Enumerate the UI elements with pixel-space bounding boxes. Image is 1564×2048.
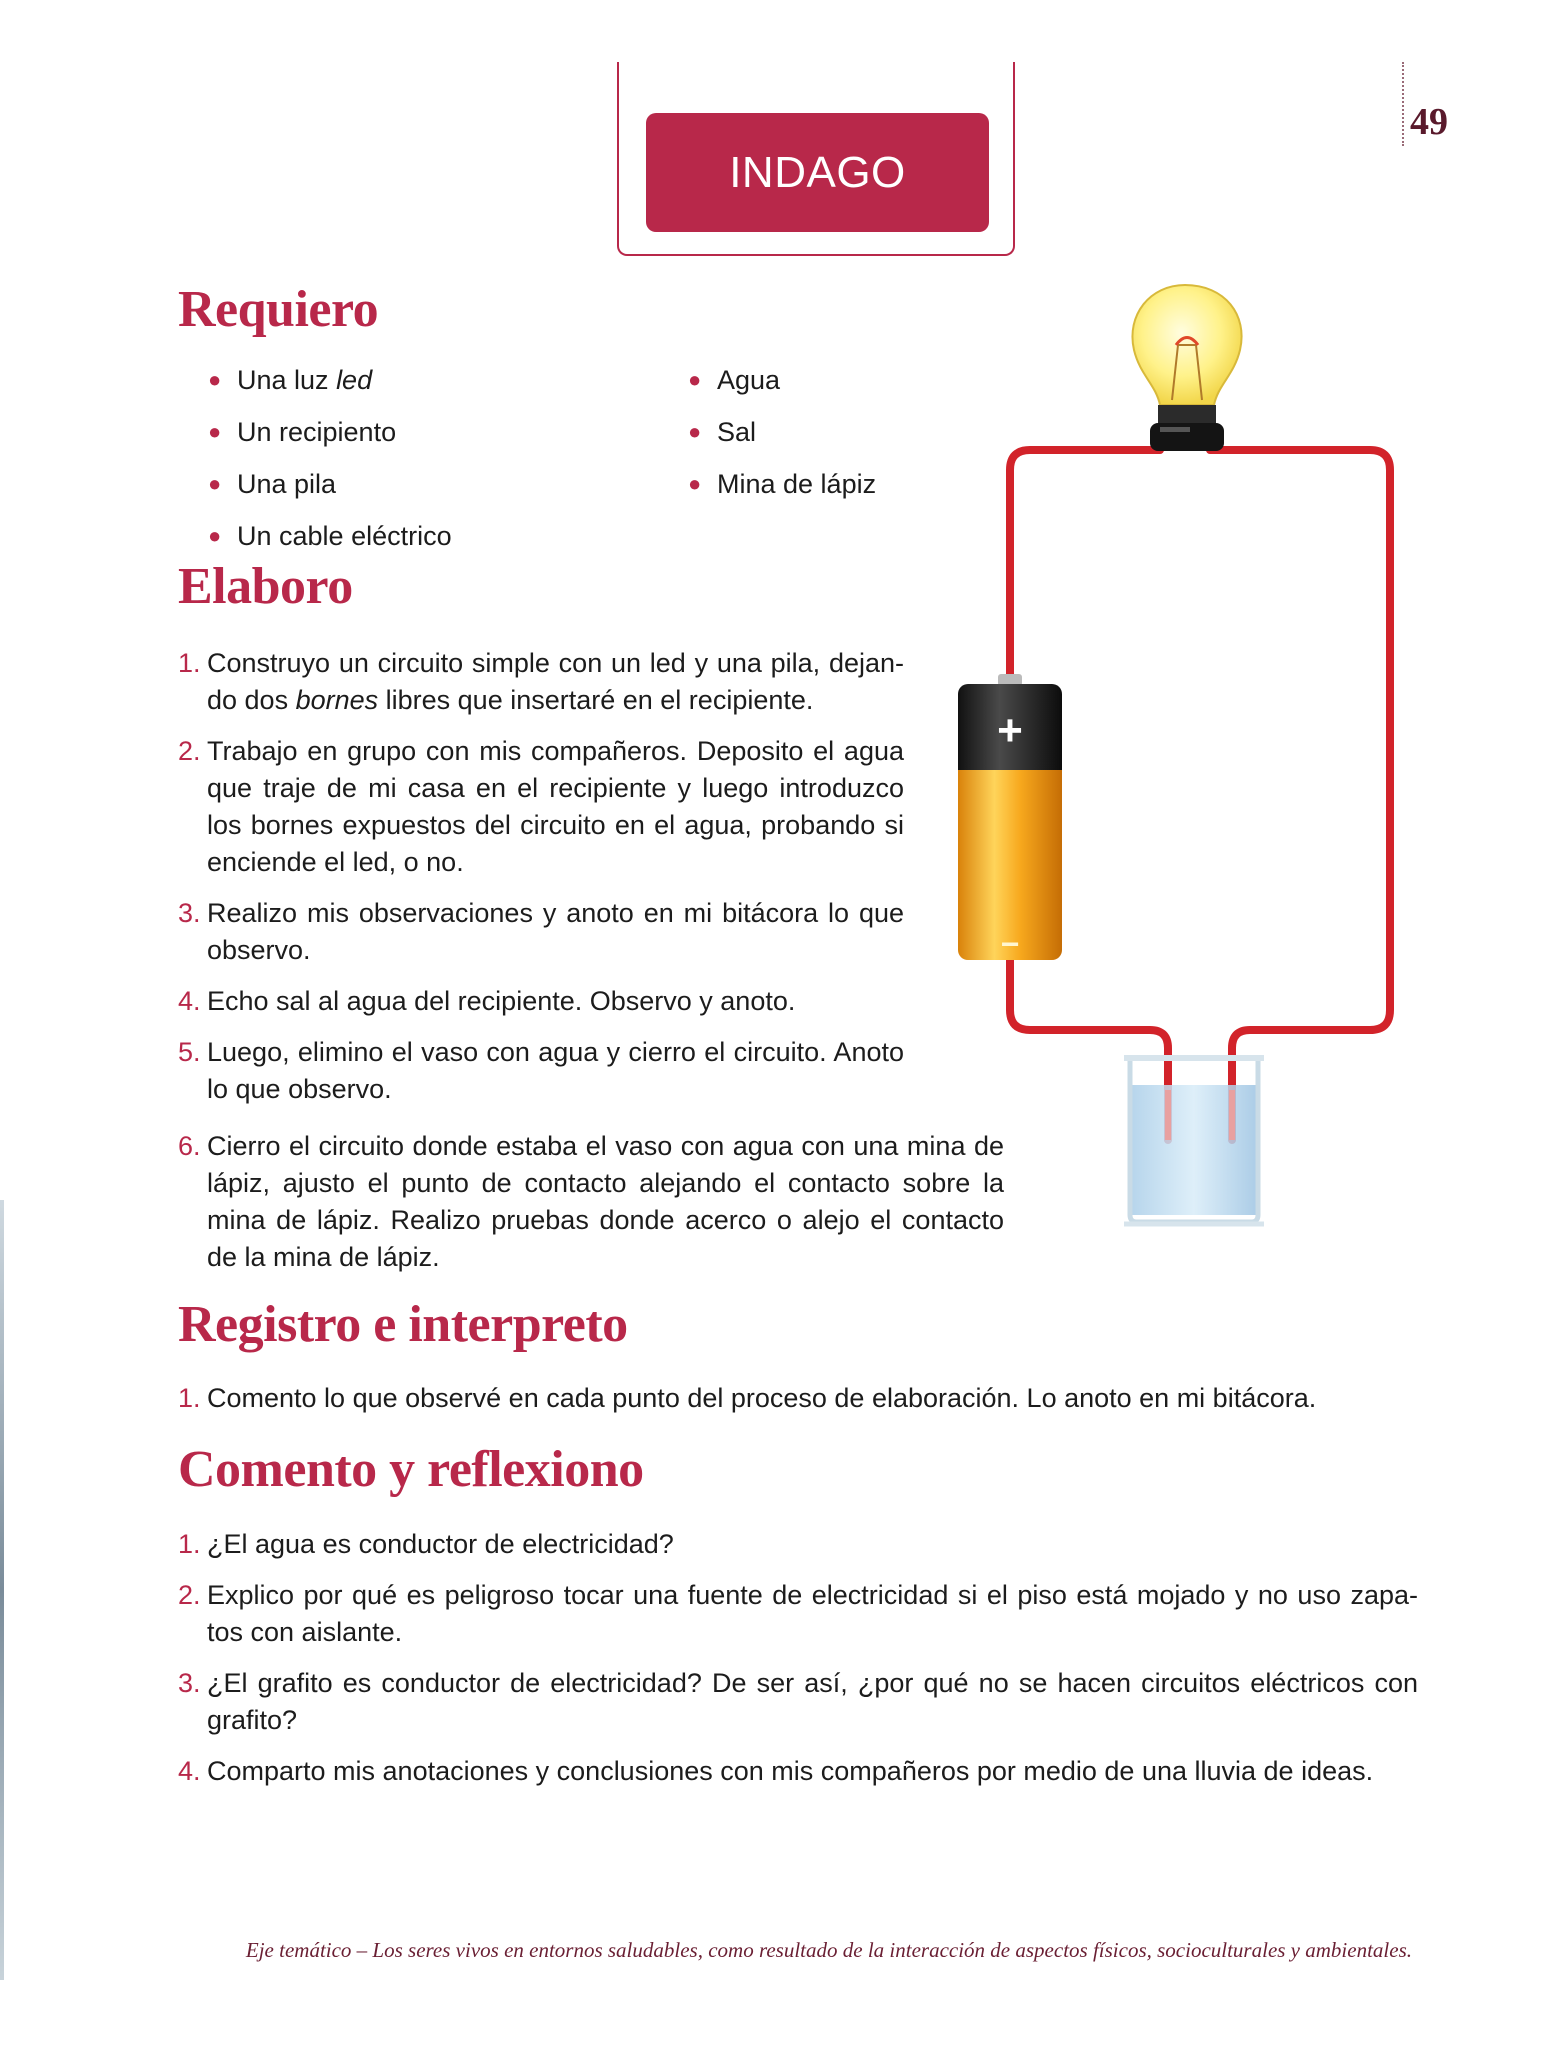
- step-number: 4.: [178, 986, 201, 1016]
- material-label: Agua: [717, 364, 781, 395]
- comento-steps: [178, 1526, 1418, 1790]
- page-number: 49: [1410, 101, 1448, 143]
- page-edge-strip: [0, 1200, 4, 1980]
- heading-registro: Registro e interpreto: [178, 1296, 628, 1353]
- step-number: 4.: [178, 1756, 201, 1786]
- list-item: ● Mina de lápiz: [688, 468, 877, 499]
- wire: [1010, 450, 1390, 1140]
- battery-icon: [958, 674, 1062, 962]
- step-text: Construyo un circuito simple con un led y una pila, dejan-do dos bornes libres que insertaré en el recipiente.: [207, 648, 904, 715]
- step-number: 3.: [178, 1668, 201, 1698]
- step-item: [178, 1526, 1418, 1563]
- list-item: ● Una pila: [208, 468, 337, 499]
- step-text: Realizo mis observaciones y anoto en mi bitácora lo que observo.: [207, 898, 904, 965]
- step-item: [178, 733, 904, 881]
- step-text: ¿El agua es conductor de electricidad?: [207, 1529, 674, 1559]
- step-text: Explico por qué es peligroso tocar una fuente de electricidad si el piso está mojado y no uso zapa-tos con aislante.: [207, 1580, 1418, 1647]
- step-number: 1.: [178, 648, 201, 678]
- page-number-rule: [1402, 62, 1404, 146]
- materials-list-1: [208, 354, 452, 562]
- material-label: Un recipiento: [237, 416, 397, 447]
- step-text: Comparto mis anotaciones y conclusiones con mis compañeros por medio de una lluvia de ideas.: [207, 1756, 1374, 1786]
- step-text: Comento lo que observé en cada punto del proceso de elaboración. Lo anoto en mi bitácora.: [207, 1383, 1317, 1413]
- step-text: ¿El grafito es conductor de electricidad? De ser así, ¿por qué no se hacen circuitos eléctricos con grafito?: [207, 1668, 1418, 1735]
- material-label: Una luz: [237, 364, 337, 395]
- material-label-italic: led: [336, 364, 373, 395]
- elaboro-steps: [178, 645, 1004, 1276]
- material-label: Un cable eléctrico: [237, 520, 452, 551]
- step-text: Trabajo en grupo con mis compañeros. Deposito el agua que traje de mi casa en el recipiente y luego introduzco los bornes expuestos del circuito en el agua, probando si enciende el led, o no.: [207, 736, 904, 877]
- heading-requiero: Requiero: [178, 281, 379, 338]
- list-item: ● Un recipiento: [208, 416, 397, 447]
- step-item: [178, 1034, 904, 1108]
- circuit-illustration: [940, 270, 1420, 1250]
- step-text: Cierro el circuito donde estaba el vaso con agua con una mina de lápiz, ajusto el punto de contacto alejando el contacto sobre la mina de lápiz. Realizo pruebas donde acerco o alejo el contacto de la mina de lápiz.: [207, 1131, 1004, 1272]
- step-number: 5.: [178, 1037, 201, 1067]
- list-item: ● Sal: [688, 416, 757, 447]
- step-text: Echo sal al agua del recipiente. Observo y anoto.: [207, 986, 796, 1016]
- material-label: Sal: [717, 416, 757, 447]
- heading-comento: Comento y reflexiono: [178, 1441, 644, 1498]
- battery-minus-label: −: [1000, 926, 1020, 962]
- step-item: [178, 1380, 1428, 1417]
- step-number: 1.: [178, 1383, 201, 1413]
- list-item: ● Un cable eléctrico: [208, 520, 452, 551]
- step-number: 2.: [178, 736, 201, 766]
- step-item: [178, 1128, 1004, 1276]
- light-bulb-icon: [1132, 285, 1241, 451]
- step-text: Luego, elimino el vaso con agua y cierro el circuito. Anoto lo que observo.: [207, 1037, 904, 1104]
- step-item: [178, 1665, 1418, 1739]
- step-number: 3.: [178, 898, 201, 928]
- battery-plus-label: +: [997, 706, 1023, 755]
- materials-list-2: [688, 354, 876, 510]
- step-number: 6.: [178, 1131, 201, 1161]
- section-banner: INDAGO: [646, 113, 989, 232]
- step-number: 2.: [178, 1580, 201, 1610]
- footer-note: Eje temático – Los seres vivos en entornos saludables, como resultado de la interacción de aspectos físicos, socioculturales y ambientales.: [245, 1938, 1412, 1962]
- beaker-icon: [1124, 1058, 1264, 1224]
- list-item: ● Una luz led: [208, 364, 373, 395]
- list-item: ● Agua: [688, 364, 781, 395]
- heading-elaboro: Elaboro: [178, 558, 353, 615]
- material-label: Mina de lápiz: [717, 468, 877, 499]
- step-item: [178, 983, 904, 1020]
- material-label: Una pila: [237, 468, 337, 499]
- step-item: [178, 645, 904, 719]
- registro-steps: [178, 1380, 1428, 1417]
- step-item: [178, 1753, 1418, 1790]
- step-item: [178, 1577, 1418, 1651]
- step-item: [178, 895, 904, 969]
- step-number: 1.: [178, 1529, 201, 1559]
